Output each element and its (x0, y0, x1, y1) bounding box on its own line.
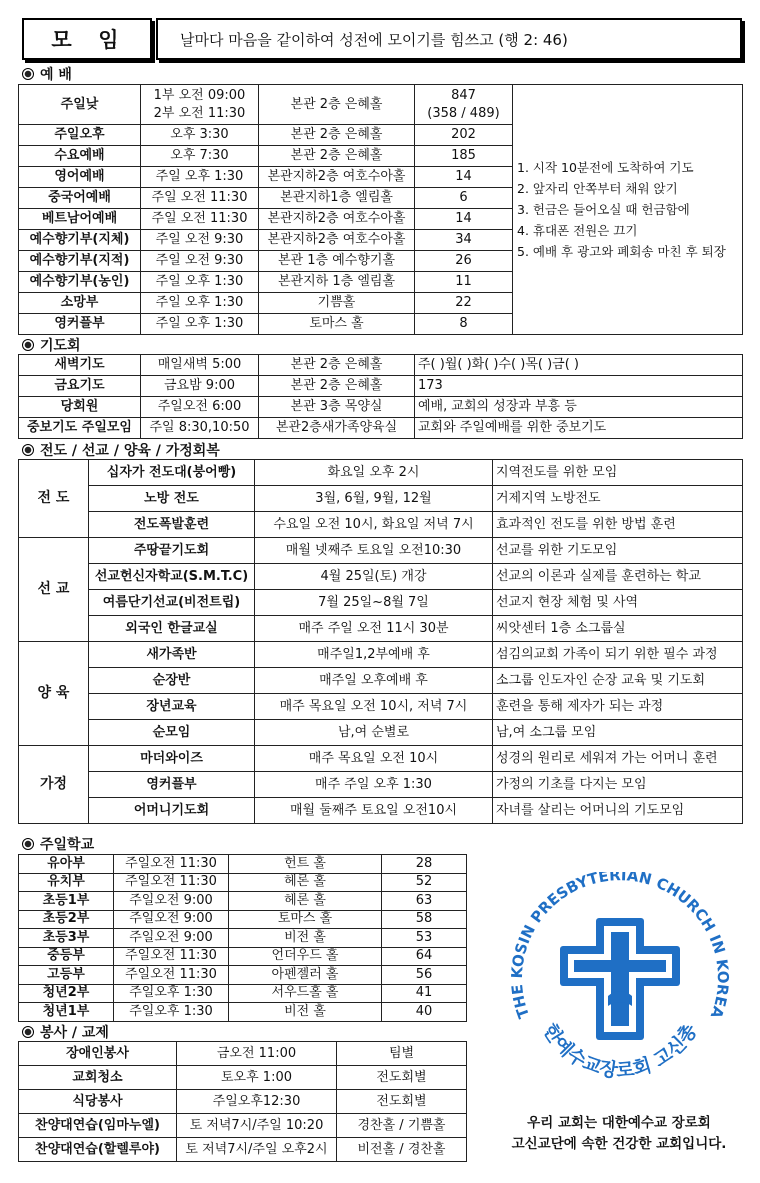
worship-time: 주일 오전 11:30 (141, 188, 259, 209)
mission-row (19, 564, 743, 590)
school-time: 주일오전 9:00 (114, 929, 229, 948)
bullet-icon (22, 1026, 34, 1038)
mission-desc: 거제지역 노방전도 (493, 486, 743, 512)
school-name: 청년2부 (19, 984, 114, 1003)
header-verse-box (156, 18, 742, 60)
school-count: 41 (382, 984, 467, 1003)
mission-desc: 훈련을 통해 제자가 되는 과정 (493, 694, 743, 720)
prayer-section-title (22, 335, 81, 355)
prayer-place: 본관 2층 은혜홀 (259, 376, 415, 397)
school-row (19, 910, 467, 929)
sunday-school-table (18, 854, 467, 1022)
mission-desc: 선교를 위한 기도모임 (493, 538, 743, 564)
mission-name: 장년교육 (89, 694, 255, 720)
service-row (19, 1042, 467, 1066)
mission-row (19, 486, 743, 512)
prayer-name: 당회원 (19, 397, 141, 418)
school-count: 56 (382, 966, 467, 985)
mission-desc: 가정의 기초를 다지는 모임 (493, 772, 743, 798)
mission-name: 전도폭발훈련 (89, 512, 255, 538)
mission-time: 매주일1,2부예배 후 (255, 642, 493, 668)
prayer-table (18, 354, 743, 439)
school-name: 고등부 (19, 966, 114, 985)
worship-name: 예수향기부(지체) (19, 230, 141, 251)
mission-row (19, 668, 743, 694)
school-place: 헤론 홀 (229, 892, 382, 911)
mission-desc: 섬김의교회 가족이 되기 위한 필수 과정 (493, 642, 743, 668)
mission-row (19, 694, 743, 720)
mission-time: 화요일 오후 2시 (255, 460, 493, 486)
school-place: 헌트 홀 (229, 855, 382, 874)
footer-text (486, 1113, 752, 1155)
school-place: 토마스 홀 (229, 910, 382, 929)
mission-desc: 자녀를 살리는 어머니의 기도모임 (493, 798, 743, 824)
service-name: 찬양대연습(임마누엘) (19, 1114, 177, 1138)
worship-count: 185 (415, 146, 513, 167)
mission-row (19, 746, 743, 772)
mission-desc: 지역전도를 위한 모임 (493, 460, 743, 486)
mission-desc: 소그룹 인도자인 순장 교육 및 기도회 (493, 668, 743, 694)
worship-count: 202 (415, 125, 513, 146)
mission-time: 매주 목요일 오전 10시 (255, 746, 493, 772)
bullet-icon (22, 339, 34, 351)
church-logo (500, 872, 740, 1102)
mission-time: 7월 25일~8월 7일 (255, 590, 493, 616)
worship-table (18, 84, 743, 335)
mission-row (19, 590, 743, 616)
prayer-time: 주일 8:30,10:50 (141, 418, 259, 439)
mission-row (19, 538, 743, 564)
bullet-icon (22, 838, 34, 850)
school-place: 언더우드 홀 (229, 947, 382, 966)
worship-count: 6 (415, 188, 513, 209)
worship-note-item: 5. 예배 후 광고와 폐회송 마친 후 퇴장 (517, 244, 726, 259)
mission-name: 십자가 전도대(붕어빵) (89, 460, 255, 486)
worship-place: 본관 2층 은혜홀 (259, 125, 415, 146)
mission-name: 노방 전도 (89, 486, 255, 512)
service-row (19, 1066, 467, 1090)
school-place: 비전 홀 (229, 1003, 382, 1022)
school-row (19, 892, 467, 911)
mission-name: 외국인 한글교실 (89, 616, 255, 642)
school-count: 53 (382, 929, 467, 948)
mission-row (19, 720, 743, 746)
footer-line-1: 우리 교회는 대한예수교 장로회 (527, 1115, 711, 1131)
bullet-icon (22, 444, 34, 456)
mission-name: 여름단기선교(비전트립) (89, 590, 255, 616)
worship-place: 토마스 홀 (259, 314, 415, 335)
school-count: 58 (382, 910, 467, 929)
worship-place: 본관지하2층 여호수아홀 (259, 209, 415, 230)
school-name: 중등부 (19, 947, 114, 966)
school-name: 청년1부 (19, 1003, 114, 1022)
school-place: 헤론 홀 (229, 873, 382, 892)
logo-ring-text: THE KOSIN PRESBYTERIAN CHURCH IN KOREA (507, 872, 733, 1021)
prayer-row (19, 376, 743, 397)
worship-place: 본관 1층 예수향기홀 (259, 251, 415, 272)
footer-line-2: 고신교단에 속한 건강한 교회입니다. (511, 1136, 727, 1152)
worship-title: 예 배 (40, 67, 72, 83)
mission-name: 새가족반 (89, 642, 255, 668)
prayer-note: 예배, 교회의 성장과 부흥 등 (415, 397, 743, 418)
mission-desc: 성경의 원리로 세워져 가는 어머니 훈련 (493, 746, 743, 772)
service-time: 토 저녁7시/주일 10:20 (177, 1114, 337, 1138)
prayer-note: 173 (415, 376, 743, 397)
mission-time: 3월, 6월, 9월, 12월 (255, 486, 493, 512)
school-time: 주일오전 11:30 (114, 855, 229, 874)
worship-name: 예수향기부(농인) (19, 272, 141, 293)
mission-name: 마더와이즈 (89, 746, 255, 772)
worship-place: 본관지하1층 엘림홀 (259, 188, 415, 209)
service-row (19, 1138, 467, 1162)
worship-count: 14 (415, 167, 513, 188)
school-place: 서우드홀 홀 (229, 984, 382, 1003)
school-row (19, 984, 467, 1003)
mission-category: 가정 (19, 746, 89, 824)
worship-time: 주일 오후 1:30 (141, 167, 259, 188)
school-name: 초등1부 (19, 892, 114, 911)
bullet-icon (22, 68, 34, 80)
prayer-row (19, 355, 743, 376)
mission-category: 선 교 (19, 538, 89, 642)
mission-time: 매주 주일 오전 11시 30분 (255, 616, 493, 642)
worship-place: 본관지하2층 여호수아홀 (259, 230, 415, 251)
mission-time: 매주일 오후예배 후 (255, 668, 493, 694)
school-time: 주일오전 9:00 (114, 910, 229, 929)
school-place: 비전 홀 (229, 929, 382, 948)
prayer-name: 금요기도 (19, 376, 141, 397)
school-name: 유치부 (19, 873, 114, 892)
mission-name: 어머니기도회 (89, 798, 255, 824)
prayer-row (19, 418, 743, 439)
worship-section-title (22, 64, 72, 84)
worship-notes (513, 85, 743, 335)
prayer-note: 주( )월( )화( )수( )목( )금( ) (415, 355, 743, 376)
worship-name: 중국어예배 (19, 188, 141, 209)
school-time: 주일오후 1:30 (114, 1003, 229, 1022)
worship-name: 소망부 (19, 293, 141, 314)
mission-name: 순장반 (89, 668, 255, 694)
service-place: 전도회별 (337, 1090, 467, 1114)
school-name: 초등3부 (19, 929, 114, 948)
mission-time: 4월 25일(토) 개강 (255, 564, 493, 590)
prayer-row (19, 397, 743, 418)
mission-time: 매주 주일 오후 1:30 (255, 772, 493, 798)
worship-name: 주일낮 (19, 85, 141, 125)
service-name: 교회청소 (19, 1066, 177, 1090)
prayer-name: 새벽기도 (19, 355, 141, 376)
worship-count: 11 (415, 272, 513, 293)
service-section-title (22, 1022, 109, 1042)
mission-time: 수요일 오전 10시, 화요일 저녁 7시 (255, 512, 493, 538)
mission-name: 영커플부 (89, 772, 255, 798)
mission-section-title (22, 440, 220, 460)
school-row (19, 873, 467, 892)
mission-row (19, 512, 743, 538)
kosin-seal-icon (500, 872, 740, 1102)
worship-count: 22 (415, 293, 513, 314)
mission-row (19, 642, 743, 668)
school-count: 40 (382, 1003, 467, 1022)
worship-name: 수요예배 (19, 146, 141, 167)
mission-desc: 선교의 이론과 실제를 훈련하는 학교 (493, 564, 743, 590)
school-row (19, 929, 467, 948)
worship-name: 베트남어예배 (19, 209, 141, 230)
worship-note-item: 3. 헌금은 들어오실 때 헌금함에 (517, 202, 690, 217)
prayer-time: 주일오전 6:00 (141, 397, 259, 418)
service-time: 금오전 11:00 (177, 1042, 337, 1066)
mission-name: 순모임 (89, 720, 255, 746)
prayer-name: 중보기도 주일모임 (19, 418, 141, 439)
mission-title: 전도 / 선교 / 양육 / 가정회복 (40, 443, 220, 459)
service-time: 토오후 1:00 (177, 1066, 337, 1090)
worship-time: 주일 오전 9:30 (141, 251, 259, 272)
worship-time: 주일 오후 1:30 (141, 314, 259, 335)
sunday-school-title: 주일학교 (40, 837, 95, 853)
worship-time: 주일 오후 1:30 (141, 293, 259, 314)
prayer-time: 금요밤 9:00 (141, 376, 259, 397)
worship-note-item: 1. 시작 10분전에 도착하여 기도 (517, 160, 694, 175)
school-time: 주일오전 11:30 (114, 873, 229, 892)
worship-place: 본관지하2층 여호수아홀 (259, 167, 415, 188)
mission-row (19, 616, 743, 642)
mission-desc: 남,여 소그룹 모임 (493, 720, 743, 746)
school-count: 63 (382, 892, 467, 911)
service-time: 주일오후12:30 (177, 1090, 337, 1114)
sunday-school-section-title (22, 834, 94, 854)
school-time: 주일오전 9:00 (114, 892, 229, 911)
service-place: 전도회별 (337, 1066, 467, 1090)
worship-place: 본관 2층 은혜홀 (259, 146, 415, 167)
school-place: 아펜젤러 홀 (229, 966, 382, 985)
school-time: 주일오후 1:30 (114, 984, 229, 1003)
service-time: 토 저녁7시/주일 오후2시 (177, 1138, 337, 1162)
service-place: 팀별 (337, 1042, 467, 1066)
mission-time: 매월 넷째주 토요일 오전10:30 (255, 538, 493, 564)
mission-category: 전 도 (19, 460, 89, 538)
worship-note-item: 4. 휴대폰 전원은 끄기 (517, 223, 638, 238)
service-place: 경찬홀 / 기쁨홀 (337, 1114, 467, 1138)
mission-category: 양 육 (19, 642, 89, 746)
header-label-box (22, 18, 152, 60)
school-name: 초등2부 (19, 910, 114, 929)
school-count: 28 (382, 855, 467, 874)
worship-time: 주일 오전 9:30 (141, 230, 259, 251)
mission-name: 선교헌신자학교(S.M.T.C) (89, 564, 255, 590)
service-name: 찬양대연습(할렐루야) (19, 1138, 177, 1162)
school-row (19, 966, 467, 985)
service-place: 비전홀 / 경찬홀 (337, 1138, 467, 1162)
mission-table (18, 459, 743, 824)
school-count: 64 (382, 947, 467, 966)
mission-row (19, 460, 743, 486)
worship-row (19, 85, 743, 125)
mission-time: 남,여 순별로 (255, 720, 493, 746)
school-row (19, 1003, 467, 1022)
school-time: 주일오전 11:30 (114, 966, 229, 985)
worship-name: 영어예배 (19, 167, 141, 188)
service-name: 식당봉사 (19, 1090, 177, 1114)
worship-place: 기쁨홀 (259, 293, 415, 314)
service-row (19, 1114, 467, 1138)
prayer-title: 기도회 (40, 338, 81, 354)
mission-name: 주땅끝기도회 (89, 538, 255, 564)
worship-name: 예수향기부(지적) (19, 251, 141, 272)
worship-count: 847 (358 / 489) (415, 85, 513, 125)
school-row (19, 947, 467, 966)
worship-place: 본관 2층 은혜홀 (259, 85, 415, 125)
worship-note-item: 2. 앞자리 안쪽부터 채워 앉기 (517, 181, 678, 196)
worship-place: 본관지하 1층 엘림홀 (259, 272, 415, 293)
worship-time: 오후 7:30 (141, 146, 259, 167)
mission-time: 매월 둘째주 토요일 오전10시 (255, 798, 493, 824)
header-verse: 날마다 마음을 같이하여 성전에 모이기를 힘쓰고 (행 2: 46) (180, 30, 568, 49)
worship-name: 주일오후 (19, 125, 141, 146)
service-name: 장애인봉사 (19, 1042, 177, 1066)
prayer-time: 매일새벽 5:00 (141, 355, 259, 376)
prayer-place: 본관 3층 목양실 (259, 397, 415, 418)
mission-row (19, 772, 743, 798)
worship-name: 영커플부 (19, 314, 141, 335)
school-time: 주일오전 11:30 (114, 947, 229, 966)
school-row (19, 855, 467, 874)
prayer-note: 교회와 주일예배를 위한 중보기도 (415, 418, 743, 439)
mission-desc: 씨앗센터 1층 소그룹실 (493, 616, 743, 642)
prayer-place: 본관2층새가족양육실 (259, 418, 415, 439)
school-count: 52 (382, 873, 467, 892)
service-table (18, 1041, 467, 1162)
header-label: 모 임 (51, 28, 123, 52)
worship-count: 8 (415, 314, 513, 335)
mission-row (19, 798, 743, 824)
mission-desc: 효과적인 전도를 위한 방법 훈련 (493, 512, 743, 538)
worship-time: 주일 오후 1:30 (141, 272, 259, 293)
logo-korean-text: 한예수교장로회 고신총 (538, 1019, 702, 1082)
worship-count: 34 (415, 230, 513, 251)
worship-time: 1부 오전 09:00 2부 오전 11:30 (141, 85, 259, 125)
mission-time: 매주 목요일 오전 10시, 저녁 7시 (255, 694, 493, 720)
worship-time: 주일 오전 11:30 (141, 209, 259, 230)
service-title: 봉사 / 교제 (40, 1025, 109, 1041)
worship-time: 오후 3:30 (141, 125, 259, 146)
prayer-place: 본관 2층 은혜홀 (259, 355, 415, 376)
mission-desc: 선교지 현장 체험 및 사역 (493, 590, 743, 616)
school-name: 유아부 (19, 855, 114, 874)
worship-count: 26 (415, 251, 513, 272)
service-row (19, 1090, 467, 1114)
worship-count: 14 (415, 209, 513, 230)
